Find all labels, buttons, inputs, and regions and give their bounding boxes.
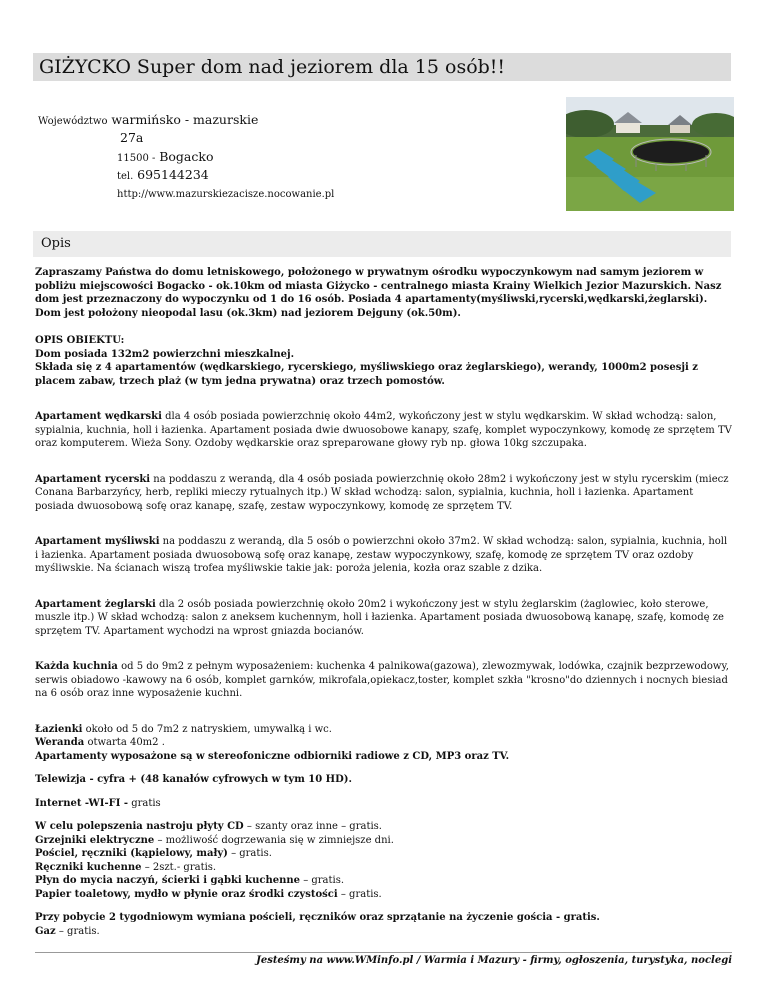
section-title: Opis	[41, 236, 71, 251]
stay-line: Przy pobycie 2 tygodniowym wymiana pościeli, ręczników oraz sprzątanie na życzenie gościa - gratis.	[35, 912, 600, 923]
apartment-wedkarski-text: dla 4 osób posiada powierzchnię około 44m2, wykończony jest w stylu wędkarskim. W skład wchodzą: salon, sypialnia, kuchnia, holl i łazienka. Apartament posiada dwie dwuosobowe kanapy, szafę, komplet wypoczynkowy, komodę ze sprzętem TV oraz komputerem. Wieża Sony. Ozdoby wędkarskie oraz spreparowane głowy ryb np. głowa 10kg szczupaka.	[35, 411, 732, 449]
bedding-title: Pościel, ręczniki (kąpielowy, mały)	[35, 848, 228, 859]
apartment-mysliwski	[35, 535, 733, 576]
toiletries-text: – gratis.	[337, 888, 382, 900]
apartment-mysliwski-title: Apartament myśliwski	[35, 536, 160, 547]
apartment-zeglarski-text: dla 2 osób posiada powierzchnię około 20m2 i wykończony jest w stylu żeglarskim (żaglowiec, koło sterowe, muszle itp.) W skład wchodzą: salon z aneksem kuchennym, holl i łazienka. Apartament posiada dwuosobową kanapę, szafę, komodę ze sprzętem TV. Apartament wychodzi na wprost gniazda bocianów.	[35, 598, 724, 637]
kitchen-text: od 5 do 9m2 z pełnym wyposażeniem: kuchenka 4 palnikowa(gazowa), zlewozmywak, lodówka, czajnik bezprzewodowy, serwis obiadowo -kawowy na 6 osób, komplet garnków, mikrofala,opiekacz,toster, komplet szkła "krosno"do dziennych i nocnych biesiad na 6 osób oraz inne wyposażenie kuchni.	[35, 661, 729, 699]
gas-text: – gratis.	[55, 925, 100, 937]
kitchen-towels-text: – 2szt.- gratis.	[141, 861, 217, 873]
apartment-zeglarski	[35, 598, 733, 639]
kitchen-paragraph	[35, 660, 733, 701]
apartment-zeglarski-title: Apartament żeglarski	[35, 598, 156, 610]
amenities-block	[35, 723, 733, 764]
tv-line: Telewizja - cyfra + (48 kanałów cyfrowych w tym 10 HD).	[35, 774, 353, 785]
dish-liquid-title: Płyn do mycia naczyń, ścierki i gąbki kuchenne	[35, 875, 301, 886]
apartment-wedkarski-title: Apartament wędkarski	[35, 411, 162, 422]
opis-line-1: Dom posiada 132m2 powierzchni mieszkalnej.	[35, 348, 295, 360]
cds-title: W celu polepszenia nastroju płyty CD	[35, 821, 244, 832]
veranda-text: otwarta 40m2 .	[84, 737, 165, 748]
radio-line: Apartamenty wyposażone są w stereofoniczne odbiorniki radiowe z CD, MP3 oraz TV.	[35, 750, 510, 762]
extras-block	[35, 820, 733, 901]
garden-trampoline-photo	[566, 97, 734, 211]
apartment-rycerski-text: na poddaszu z werandą, dla 4 osób posiada powierzchnię około 28m2 i wykończony jest w stylu rycerskim (miecz Conana Barbarzyńcy, herb, repliki mieczy rytualnych itp.) W skład wchodzą: salon, sypialnia, kuchnia, holl i łazienka. Apartament posiada dwuosobową sofę oraz kanapę, szafę, zestaw wypoczynkowy, komodę ze sprzętem TV.	[35, 473, 729, 512]
apartment-mysliwski-text: na poddaszu z werandą, dla 5 osób o powierzchni około 37m2. W skład wchodzą: salon, sypialnia, kuchnia, holl i łazienka. Apartament posiada dwuosobową sofę oraz kanapę, zestaw wypoczynkowy, szafę, komodę ze sprzętem TV oraz ozdoby myśliwskie. Na ścianach wiszą trofea myśliwskie takie jak: poroża jelenia, kozła oraz szable z dzika.	[35, 536, 728, 574]
section-header-opis	[33, 231, 731, 257]
heaters-title: Grzejniki elektryczne	[35, 834, 155, 846]
apartment-wedkarski	[35, 410, 733, 451]
gas-title: Gaz	[35, 925, 56, 937]
opis-header: OPIS OBIEKTU:	[35, 335, 125, 346]
internet-text: gratis	[128, 797, 161, 809]
website-link[interactable]: http://www.mazurskiezacisze.nocowanie.pl	[117, 189, 335, 200]
title-bar	[33, 53, 731, 81]
tv-paragraph	[35, 773, 733, 787]
footer-divider	[35, 952, 732, 953]
kitchen-title: Każda kuchnia	[35, 661, 118, 672]
kitchen-towels-title: Ręczniki kuchenne	[35, 861, 142, 873]
opis-block	[35, 334, 733, 388]
apartment-rycerski-title: Apartament rycerski	[35, 473, 151, 485]
dish-liquid-text: – gratis.	[300, 875, 345, 886]
veranda-title: Weranda	[35, 737, 85, 748]
city-row	[117, 149, 213, 167]
voivodeship-value: warmińsko - mazurskie	[111, 112, 259, 127]
photo-graphic	[566, 97, 734, 211]
bathrooms-title: Łazienki	[35, 723, 83, 735]
bedding-text: – gratis.	[227, 848, 272, 859]
tel-label: tel.	[117, 171, 134, 182]
toiletries-title: Papier toaletowy, mydło w płynie oraz środki czystości	[35, 888, 338, 900]
apartment-rycerski	[35, 473, 733, 514]
street-number-value: 27a	[120, 130, 144, 145]
city-name: Bogacko	[159, 149, 214, 164]
cds-text: – szanty oraz inne – gratis.	[243, 821, 382, 832]
street-number	[120, 130, 143, 146]
voivodeship-label: Województwo	[38, 116, 108, 127]
postal-code: 11500 -	[117, 153, 156, 164]
website-row	[117, 185, 334, 203]
internet-title: Internet -WI-FI -	[35, 797, 129, 809]
internet-paragraph	[35, 797, 733, 811]
heaters-text: – możliwość dogrzewania się w zimniejsze dni.	[154, 834, 394, 846]
page-title: GIŻYCKO Super dom nad jeziorem dla 15 osób!!	[39, 56, 506, 78]
stay-block	[35, 911, 733, 938]
phone-number: 695144234	[137, 167, 209, 182]
bathrooms-text: około od 5 do 7m2 z natryskiem, umywalką i wc.	[82, 723, 332, 735]
voivodeship-row	[38, 112, 258, 130]
intro-paragraph: Zapraszamy Państwa do domu letniskowego, położonego w prywatnym ośrodku wypoczynkowym nad samym jeziorem w pobliżu miejscowości Bogacko - ok.10km od miasta Giżycko - centralnego miasta Krainy Wielkich Jezior Mazurskich. Nasz dom jest przeznaczony do wypoczynku od 1 do 16 osób. Posiada 4 apartamenty(myśliwski,rycerski,wędkarski,żeglarski). Dom jest położony nieopodal lasu (ok.3km) nad jeziorem Dejguny (ok.50m).	[35, 267, 722, 319]
phone-row	[117, 167, 209, 185]
description-body	[35, 266, 733, 938]
footer-text: Jesteśmy na www.WMinfo.pl / Warmia i Mazury - firmy, ogłoszenia, turystyka, noclegi	[256, 955, 732, 966]
opis-line-2: Składa się z 4 apartamentów (wędkarskiego, rycerskiego, myśliwskiego oraz żeglarskiego), werandy, 1000m2 posesji z placem zabaw, trzech plaż (w tym jedna prywatna) oraz trzech pomostów.	[35, 362, 698, 387]
